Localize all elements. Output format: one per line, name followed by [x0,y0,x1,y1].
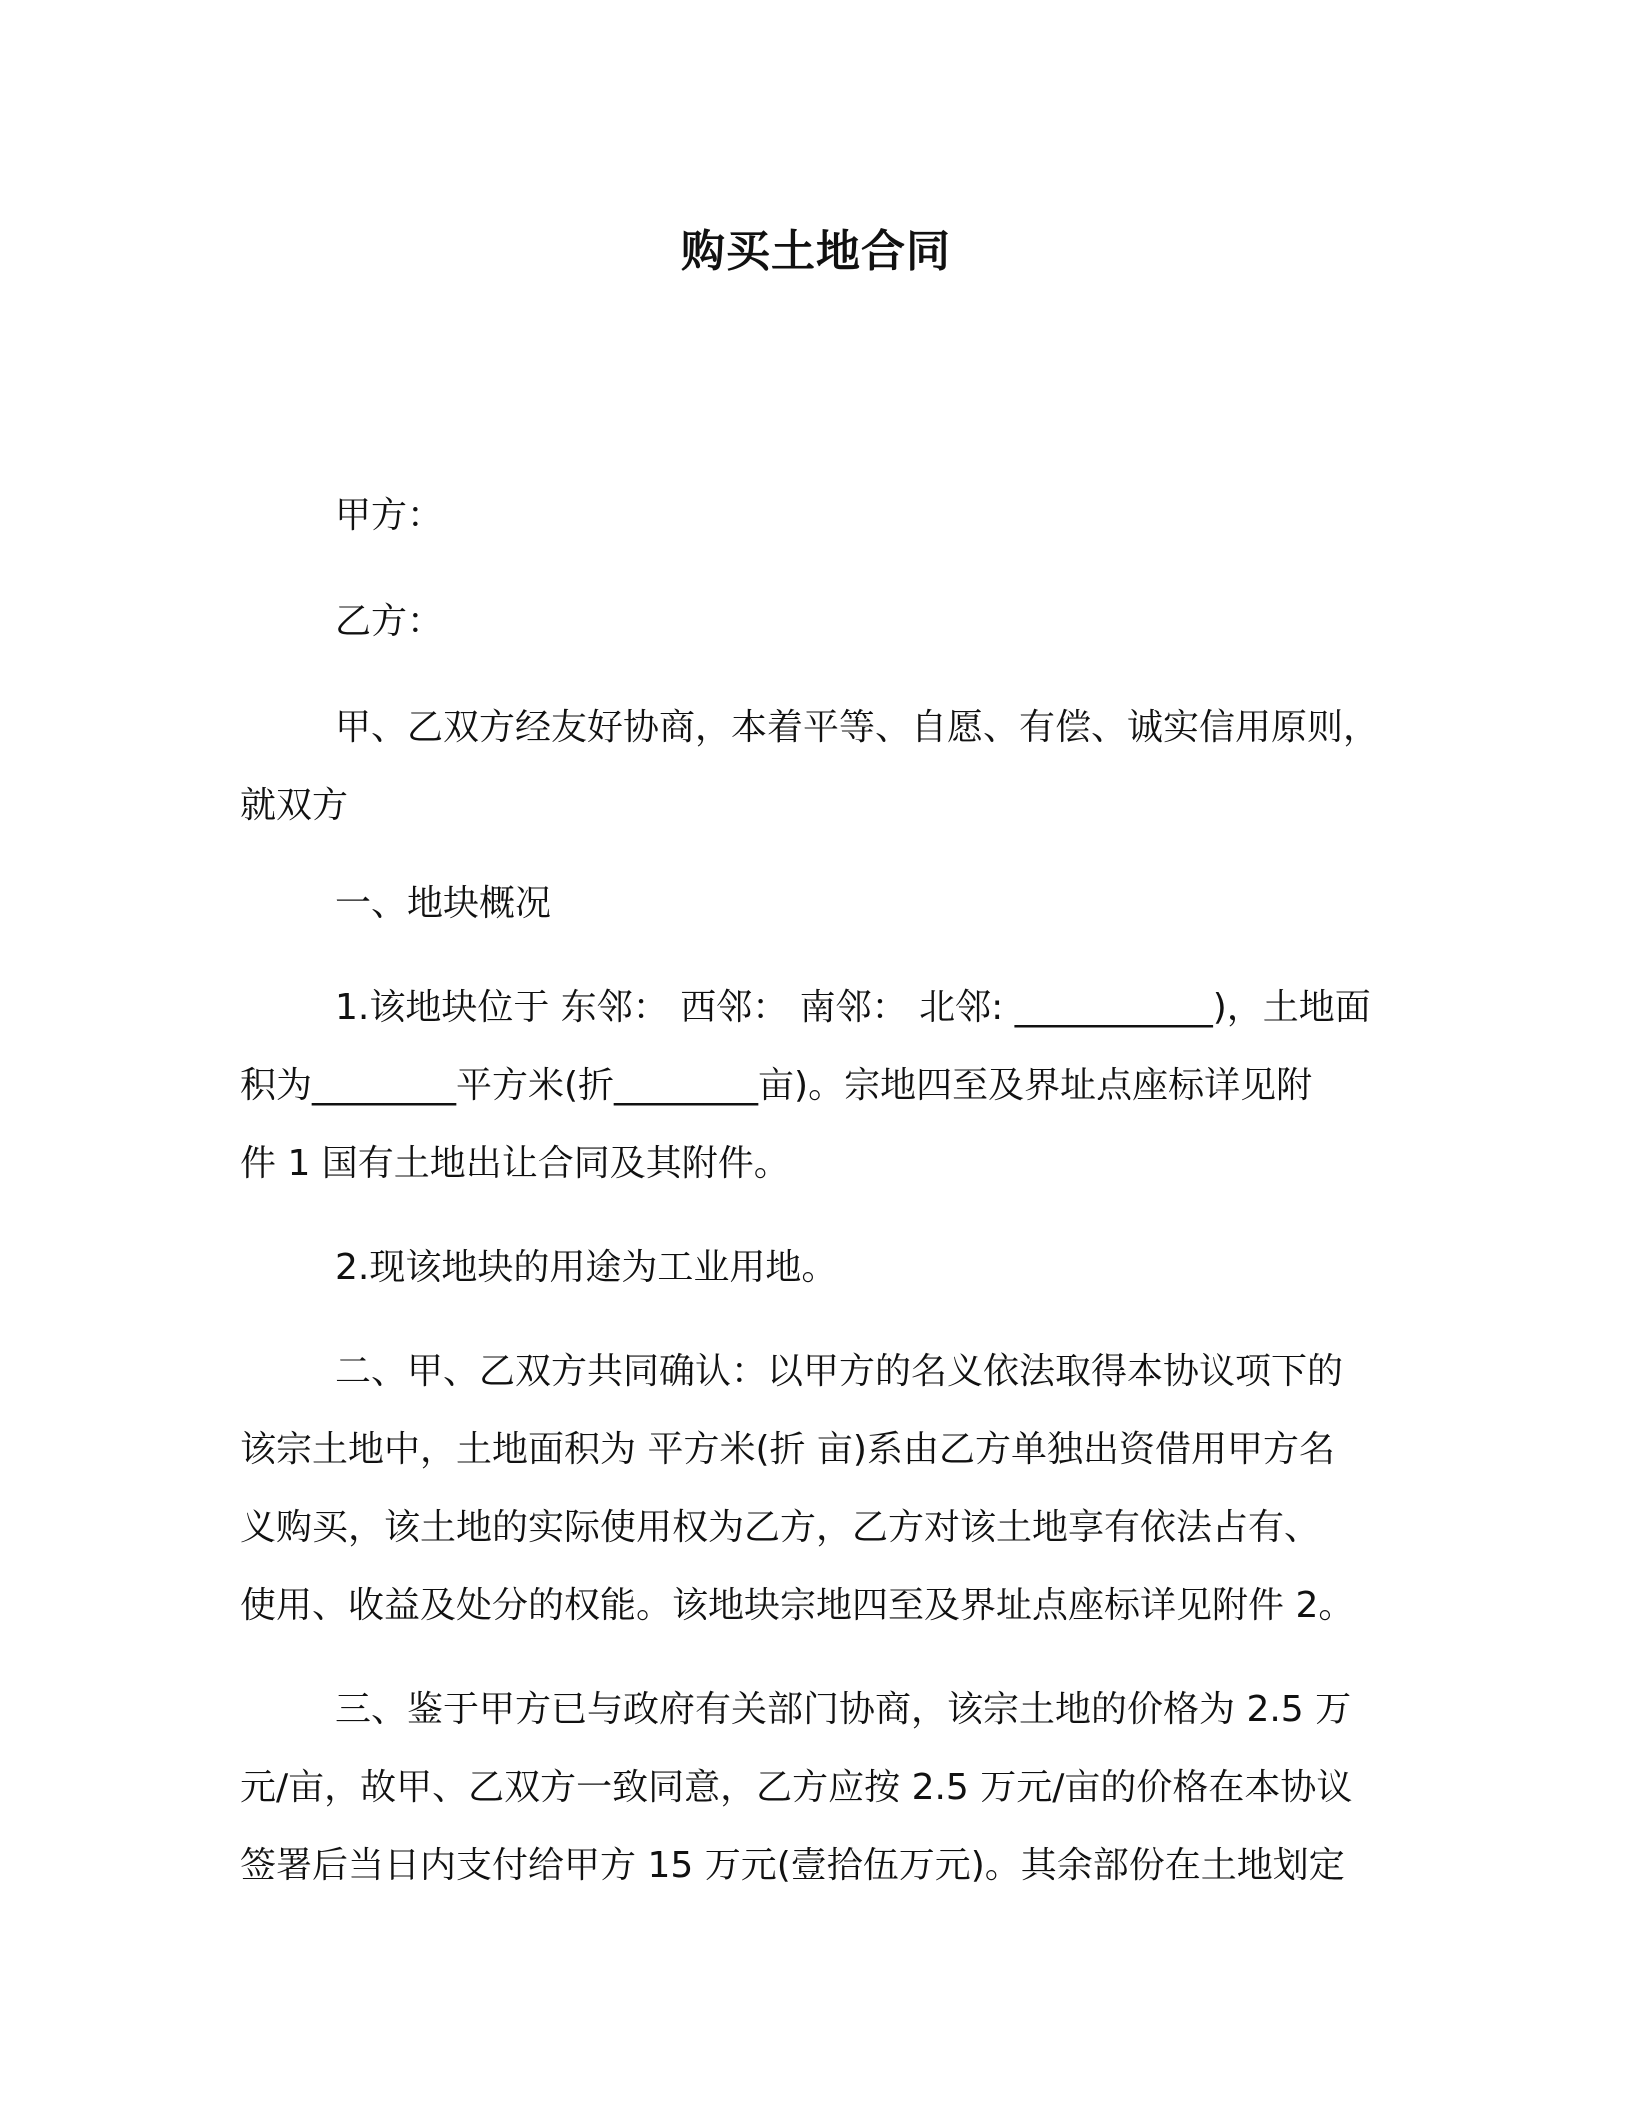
clause-1-line-3: 件 1 国有土地出让合同及其附件。 [240,1143,790,1184]
section-two-line-1: 二、甲、乙双方共同确认：以甲方的名义依法取得本协议项下的 [335,1351,1344,1392]
clause-2-line: 2.现该地块的用途为工业用地。 [335,1247,838,1288]
preamble-line-1: 甲、乙双方经友好协商，本着平等、自愿、有偿、诚实信用原则， [335,707,1380,748]
clause-1-line-2: 积为________平方米(折________亩)。宗地四至及界址点座标详见附 [240,1065,1313,1106]
clause-1-line-1: 1.该地块位于 东邻： 西邻： 南邻： 北邻: ___________)，土地面 [335,987,1371,1028]
section-one-heading: 一、地块概况 [335,883,552,924]
party-a-line: 甲方： [335,495,444,536]
section-two-line-4: 使用、收益及处分的权能。该地块宗地四至及界址点座标详见附件 2。 [240,1585,1355,1626]
section-three-line-1: 三、鉴于甲方已与政府有关部门协商，该宗土地的价格为 2.5 万 [335,1689,1352,1730]
section-three-line-3: 签署后当日内支付给甲方 15 万元(壹拾伍万元)。其余部份在土地划定 [240,1845,1345,1886]
section-two-line-2: 该宗土地中，土地面积为 平方米(折 亩)系由乙方单独出资借用甲方名 [240,1429,1335,1470]
preamble-line-2: 就双方 [240,785,349,826]
party-b-line: 乙方： [335,601,444,642]
section-two-line-3: 义购买，该土地的实际使用权为乙方，乙方对该土地享有依法占有、 [240,1507,1321,1548]
section-three-line-2: 元/亩，故甲、乙双方一致同意，乙方应按 2.5 万元/亩的价格在本协议 [240,1767,1353,1808]
document-title: 购买土地合同 [681,226,951,277]
